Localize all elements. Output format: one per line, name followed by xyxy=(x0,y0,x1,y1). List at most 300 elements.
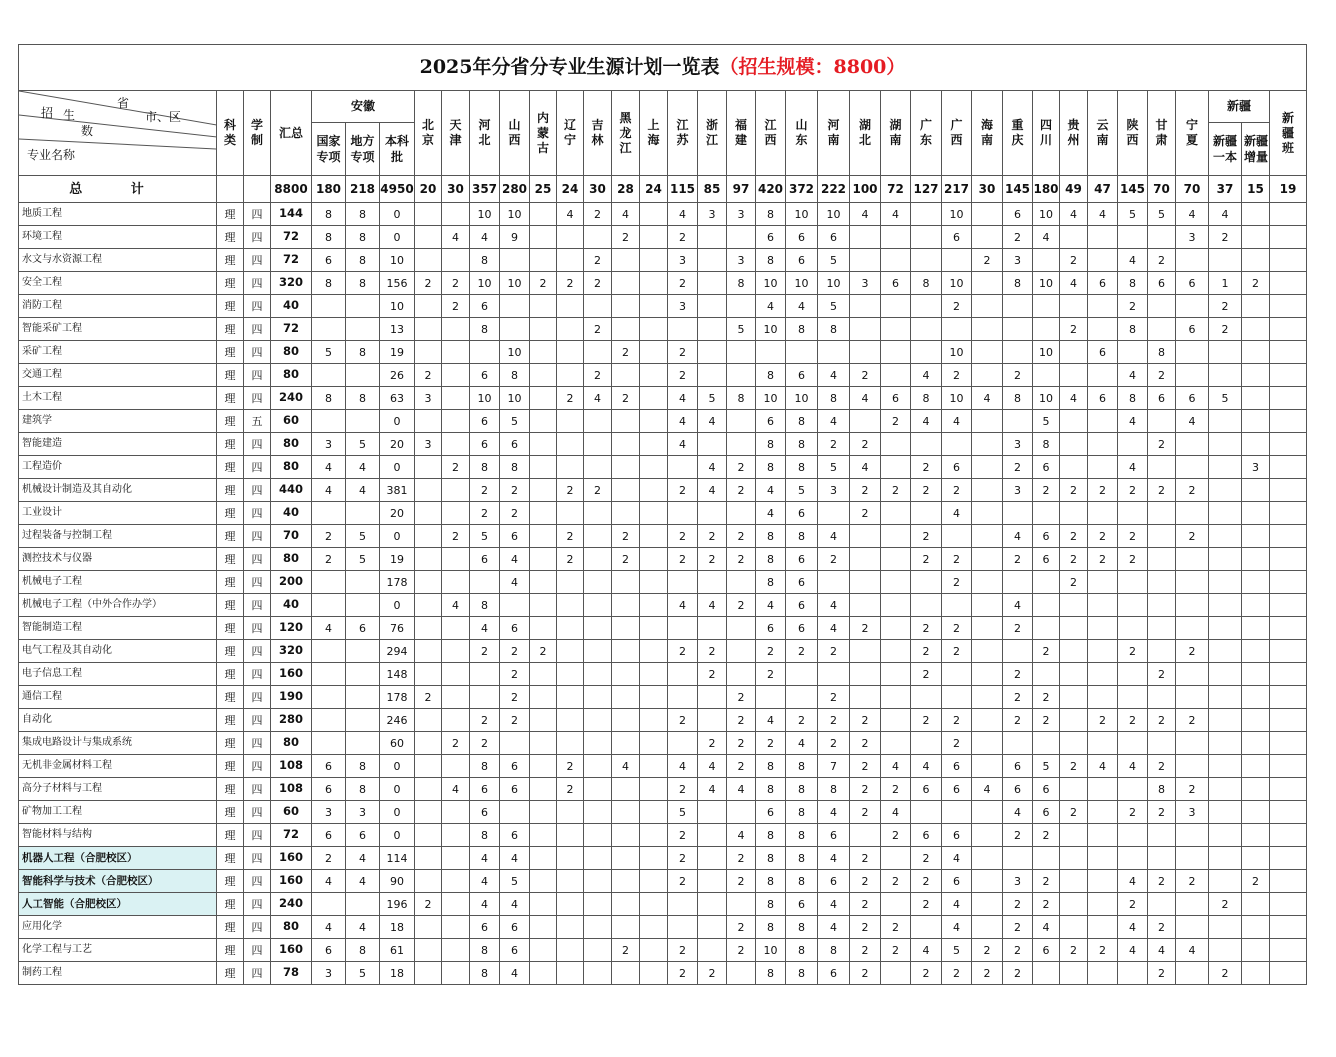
quota-cell: 2 xyxy=(1118,709,1148,732)
quota-cell: 8 xyxy=(470,318,500,341)
quota-cell xyxy=(1060,893,1088,916)
quota-cell xyxy=(415,755,442,778)
quota-cell xyxy=(584,226,612,249)
quota-cell: 10 xyxy=(786,203,818,226)
quota-cell: 6 xyxy=(942,226,972,249)
major-name: 智能建造 xyxy=(19,433,217,456)
quota-cell: 6 xyxy=(470,801,500,824)
quota-cell xyxy=(1060,433,1088,456)
major-total: 40 xyxy=(271,594,312,617)
quota-cell: 4 xyxy=(442,226,470,249)
quota-cell xyxy=(1060,502,1088,525)
diag-shu: 数 xyxy=(81,124,94,138)
quota-cell xyxy=(557,824,584,847)
quota-cell xyxy=(415,295,442,318)
quota-cell xyxy=(786,663,818,686)
quota-cell: 5 xyxy=(346,525,380,548)
quota-cell xyxy=(1118,778,1148,801)
quota-cell: 5 xyxy=(500,870,530,893)
quota-cell xyxy=(942,594,972,617)
major-duration: 四 xyxy=(244,364,271,387)
quota-cell xyxy=(911,295,942,318)
quota-cell: 2 xyxy=(942,732,972,755)
header-province: 天津 xyxy=(442,91,470,176)
quota-cell: 2 xyxy=(881,479,911,502)
major-total: 160 xyxy=(271,939,312,962)
quota-cell: 3 xyxy=(312,801,346,824)
header-province: 浙江 xyxy=(698,91,727,176)
header-province: 黑龙江 xyxy=(612,91,640,176)
quota-cell xyxy=(1060,594,1088,617)
quota-cell: 6 xyxy=(881,387,911,410)
quota-cell: 4 xyxy=(818,364,850,387)
table-row xyxy=(19,778,1307,801)
quota-cell: 6 xyxy=(1176,272,1209,295)
header-province: 湖南 xyxy=(881,91,911,176)
quota-cell xyxy=(415,594,442,617)
quota-cell xyxy=(584,594,612,617)
quota-cell xyxy=(850,571,881,594)
header-province: 河北 xyxy=(470,91,500,176)
quota-cell xyxy=(1088,318,1118,341)
quota-cell xyxy=(1242,663,1270,686)
quota-cell: 6 xyxy=(786,893,818,916)
diag-province: 省 xyxy=(117,96,130,110)
quota-cell: 10 xyxy=(942,272,972,295)
quota-cell xyxy=(972,847,1003,870)
quota-cell xyxy=(942,663,972,686)
quota-cell xyxy=(442,847,470,870)
quota-cell xyxy=(1242,778,1270,801)
major-duration: 四 xyxy=(244,479,271,502)
quota-cell xyxy=(584,847,612,870)
quota-cell xyxy=(698,502,727,525)
quota-cell: 8 xyxy=(346,778,380,801)
major-name: 自动化 xyxy=(19,709,217,732)
quota-cell: 6 xyxy=(818,870,850,893)
major-duration: 五 xyxy=(244,410,271,433)
quota-cell xyxy=(881,686,911,709)
major-duration: 四 xyxy=(244,824,271,847)
quota-cell xyxy=(530,203,557,226)
table-row xyxy=(19,939,1307,962)
quota-cell: 6 xyxy=(942,870,972,893)
quota-cell: 8 xyxy=(786,433,818,456)
quota-cell: 3 xyxy=(668,249,698,272)
quota-cell: 4 xyxy=(786,732,818,755)
quota-cell xyxy=(850,295,881,318)
quota-cell: 6 xyxy=(470,778,500,801)
quota-cell: 3 xyxy=(1003,479,1033,502)
quota-cell xyxy=(881,709,911,732)
major-name: 交通工程 xyxy=(19,364,217,387)
quota-cell: 2 xyxy=(756,663,786,686)
quota-cell xyxy=(557,502,584,525)
quota-cell xyxy=(530,364,557,387)
quota-cell: 4 xyxy=(698,755,727,778)
quota-cell xyxy=(1242,640,1270,663)
major-duration: 四 xyxy=(244,916,271,939)
quota-cell: 5 xyxy=(346,548,380,571)
quota-cell xyxy=(1242,502,1270,525)
quota-cell: 2 xyxy=(470,479,500,502)
quota-cell xyxy=(1242,686,1270,709)
quota-cell xyxy=(1088,916,1118,939)
quota-cell: 3 xyxy=(727,249,756,272)
quota-cell: 2 xyxy=(911,870,942,893)
quota-cell xyxy=(1270,732,1307,755)
quota-cell xyxy=(612,732,640,755)
quota-cell: 2 xyxy=(1033,709,1060,732)
quota-cell xyxy=(1033,364,1060,387)
quota-cell xyxy=(557,249,584,272)
major-category: 理 xyxy=(217,226,244,249)
quota-cell xyxy=(972,548,1003,571)
major-name: 智能采矿工程 xyxy=(19,318,217,341)
quota-cell xyxy=(346,686,380,709)
quota-cell xyxy=(1118,663,1148,686)
quota-cell xyxy=(1270,525,1307,548)
major-name: 矿物加工工程 xyxy=(19,801,217,824)
quota-cell: 2 xyxy=(1148,479,1176,502)
quota-cell: 2 xyxy=(698,732,727,755)
quota-cell: 6 xyxy=(500,824,530,847)
quota-cell: 2 xyxy=(442,732,470,755)
quota-cell: 6 xyxy=(470,548,500,571)
quota-cell xyxy=(346,893,380,916)
quota-cell: 2 xyxy=(500,709,530,732)
quota-cell: 8 xyxy=(786,778,818,801)
table-row xyxy=(19,525,1307,548)
quota-cell: 13 xyxy=(380,318,415,341)
table-row xyxy=(19,295,1307,318)
major-category: 理 xyxy=(217,295,244,318)
major-total: 72 xyxy=(271,824,312,847)
quota-cell xyxy=(584,870,612,893)
quota-cell: 2 xyxy=(415,364,442,387)
major-duration: 四 xyxy=(244,433,271,456)
quota-cell: 4 xyxy=(470,226,500,249)
major-duration: 四 xyxy=(244,686,271,709)
quota-cell xyxy=(557,640,584,663)
quota-cell xyxy=(850,318,881,341)
quota-cell xyxy=(612,571,640,594)
total-cell: 85 xyxy=(698,176,727,203)
quota-cell xyxy=(1176,617,1209,640)
quota-cell: 4 xyxy=(972,778,1003,801)
quota-cell xyxy=(1060,732,1088,755)
quota-cell xyxy=(972,410,1003,433)
major-total: 320 xyxy=(271,272,312,295)
major-category: 理 xyxy=(217,249,244,272)
quota-cell xyxy=(557,962,584,985)
quota-cell xyxy=(850,663,881,686)
major-category: 理 xyxy=(217,847,244,870)
quota-cell: 10 xyxy=(380,249,415,272)
major-total: 80 xyxy=(271,732,312,755)
quota-cell xyxy=(1242,364,1270,387)
quota-cell: 63 xyxy=(380,387,415,410)
table-row xyxy=(19,755,1307,778)
quota-cell xyxy=(612,617,640,640)
quota-cell xyxy=(698,709,727,732)
quota-cell: 10 xyxy=(942,341,972,364)
major-category: 理 xyxy=(217,456,244,479)
table-row xyxy=(19,824,1307,847)
quota-cell: 4 xyxy=(470,870,500,893)
quota-cell: 6 xyxy=(1148,272,1176,295)
quota-cell xyxy=(584,410,612,433)
quota-cell xyxy=(442,870,470,893)
quota-cell: 6 xyxy=(1033,525,1060,548)
quota-cell xyxy=(442,410,470,433)
quota-cell: 2 xyxy=(668,364,698,387)
quota-cell: 2 xyxy=(727,686,756,709)
quota-cell xyxy=(1270,663,1307,686)
quota-cell xyxy=(850,410,881,433)
quota-cell: 2 xyxy=(668,341,698,364)
quota-cell: 0 xyxy=(380,755,415,778)
quota-cell xyxy=(881,433,911,456)
quota-cell: 6 xyxy=(1176,318,1209,341)
quota-cell xyxy=(415,847,442,870)
table-row xyxy=(19,916,1307,939)
quota-cell: 8 xyxy=(346,755,380,778)
major-duration: 四 xyxy=(244,755,271,778)
quota-cell: 4 xyxy=(942,410,972,433)
table-row xyxy=(19,640,1307,663)
quota-cell xyxy=(612,456,640,479)
quota-cell xyxy=(640,617,668,640)
quota-cell: 2 xyxy=(1003,226,1033,249)
quota-cell: 5 xyxy=(818,295,850,318)
quota-cell xyxy=(727,801,756,824)
quota-cell xyxy=(1176,755,1209,778)
quota-cell xyxy=(470,663,500,686)
major-total: 280 xyxy=(271,709,312,732)
quota-cell xyxy=(612,272,640,295)
quota-cell: 3 xyxy=(1242,456,1270,479)
quota-cell xyxy=(415,824,442,847)
quota-cell xyxy=(1209,433,1242,456)
quota-cell xyxy=(530,755,557,778)
quota-cell: 8 xyxy=(727,387,756,410)
quota-cell: 6 xyxy=(786,548,818,571)
quota-cell xyxy=(881,456,911,479)
quota-cell: 8 xyxy=(470,962,500,985)
quota-cell: 0 xyxy=(380,410,415,433)
plan-table xyxy=(18,44,1307,985)
quota-cell: 2 xyxy=(470,640,500,663)
quota-cell: 2 xyxy=(612,387,640,410)
quota-cell xyxy=(881,249,911,272)
quota-cell: 2 xyxy=(1148,801,1176,824)
quota-cell xyxy=(911,571,942,594)
quota-cell: 2 xyxy=(850,617,881,640)
quota-cell xyxy=(557,571,584,594)
quota-cell: 6 xyxy=(786,594,818,617)
major-category: 理 xyxy=(217,686,244,709)
quota-cell: 2 xyxy=(850,870,881,893)
quota-cell xyxy=(1003,318,1033,341)
quota-cell xyxy=(881,318,911,341)
major-duration: 四 xyxy=(244,295,271,318)
quota-cell xyxy=(881,502,911,525)
major-total: 40 xyxy=(271,295,312,318)
major-name: 机器人工程（合肥校区） xyxy=(19,847,217,870)
total-cell: 37 xyxy=(1209,176,1242,203)
quota-cell: 2 xyxy=(850,709,881,732)
quota-cell xyxy=(640,548,668,571)
quota-cell: 4 xyxy=(668,410,698,433)
quota-cell xyxy=(612,663,640,686)
quota-cell xyxy=(1242,916,1270,939)
major-category: 理 xyxy=(217,203,244,226)
major-total: 80 xyxy=(271,456,312,479)
quota-cell: 2 xyxy=(312,847,346,870)
table-row xyxy=(19,364,1307,387)
quota-cell: 20 xyxy=(380,433,415,456)
quota-cell: 6 xyxy=(470,916,500,939)
quota-cell xyxy=(972,916,1003,939)
total-label: 总 计 xyxy=(19,176,217,203)
quota-cell xyxy=(1176,295,1209,318)
quota-cell xyxy=(1003,571,1033,594)
quota-cell: 4 xyxy=(1118,410,1148,433)
table-row xyxy=(19,387,1307,410)
quota-cell xyxy=(911,318,942,341)
quota-cell xyxy=(850,594,881,617)
quota-cell xyxy=(640,962,668,985)
quota-cell xyxy=(415,318,442,341)
table-row xyxy=(19,548,1307,571)
quota-cell: 90 xyxy=(380,870,415,893)
quota-cell: 2 xyxy=(442,525,470,548)
quota-cell: 2 xyxy=(1088,548,1118,571)
major-category: 理 xyxy=(217,272,244,295)
quota-cell xyxy=(818,571,850,594)
table-row xyxy=(19,226,1307,249)
quota-cell xyxy=(942,525,972,548)
total-cell: 145 xyxy=(1003,176,1033,203)
table-row xyxy=(19,502,1307,525)
quota-cell: 8 xyxy=(756,893,786,916)
major-duration: 四 xyxy=(244,341,271,364)
quota-cell: 2 xyxy=(727,939,756,962)
quota-cell xyxy=(1270,364,1307,387)
quota-cell xyxy=(442,893,470,916)
quota-cell: 6 xyxy=(312,939,346,962)
quota-cell: 8 xyxy=(346,203,380,226)
quota-cell xyxy=(584,295,612,318)
quota-cell: 196 xyxy=(380,893,415,916)
quota-cell: 2 xyxy=(1176,709,1209,732)
quota-cell xyxy=(1209,709,1242,732)
quota-cell: 3 xyxy=(312,962,346,985)
quota-cell xyxy=(1270,249,1307,272)
quota-cell: 4 xyxy=(818,801,850,824)
quota-cell xyxy=(530,594,557,617)
major-duration: 四 xyxy=(244,571,271,594)
quota-cell xyxy=(442,479,470,502)
quota-cell xyxy=(1270,640,1307,663)
header-diagonal-cell xyxy=(19,91,217,176)
quota-cell: 2 xyxy=(911,456,942,479)
quota-cell xyxy=(612,249,640,272)
quota-cell xyxy=(530,686,557,709)
quota-cell: 2 xyxy=(442,295,470,318)
quota-cell xyxy=(500,732,530,755)
major-name: 应用化学 xyxy=(19,916,217,939)
quota-cell: 4 xyxy=(850,387,881,410)
quota-cell xyxy=(1060,226,1088,249)
quota-cell xyxy=(972,318,1003,341)
quota-cell xyxy=(415,640,442,663)
quota-cell xyxy=(612,686,640,709)
quota-cell xyxy=(1148,594,1176,617)
quota-cell xyxy=(346,364,380,387)
quota-cell: 8 xyxy=(786,801,818,824)
quota-cell: 2 xyxy=(415,686,442,709)
quota-cell xyxy=(1118,962,1148,985)
table-row xyxy=(19,732,1307,755)
quota-cell xyxy=(1148,640,1176,663)
quota-cell xyxy=(1033,962,1060,985)
quota-cell xyxy=(1176,663,1209,686)
quota-cell: 2 xyxy=(1209,318,1242,341)
quota-cell xyxy=(1209,916,1242,939)
quota-cell: 2 xyxy=(1003,456,1033,479)
quota-cell: 6 xyxy=(1033,548,1060,571)
quota-cell xyxy=(500,801,530,824)
total-cell: 24 xyxy=(640,176,668,203)
quota-cell xyxy=(698,893,727,916)
total-cell: 15 xyxy=(1242,176,1270,203)
quota-cell xyxy=(1176,571,1209,594)
quota-cell xyxy=(850,686,881,709)
quota-cell: 4 xyxy=(850,456,881,479)
quota-cell xyxy=(442,663,470,686)
diag-sheng: 生 xyxy=(63,108,76,122)
quota-cell: 8 xyxy=(1118,318,1148,341)
quota-cell: 6 xyxy=(1088,387,1118,410)
quota-cell: 4 xyxy=(942,916,972,939)
quota-cell: 2 xyxy=(1060,939,1088,962)
quota-cell xyxy=(470,571,500,594)
quota-cell xyxy=(415,479,442,502)
major-category: 理 xyxy=(217,387,244,410)
major-total: 240 xyxy=(271,387,312,410)
quota-cell xyxy=(786,341,818,364)
major-name: 机械设计制造及其自动化 xyxy=(19,479,217,502)
quota-cell: 5 xyxy=(500,410,530,433)
quota-cell xyxy=(850,341,881,364)
quota-cell xyxy=(972,502,1003,525)
quota-cell: 4 xyxy=(470,893,500,916)
quota-cell: 6 xyxy=(1033,778,1060,801)
quota-cell: 4 xyxy=(584,387,612,410)
total-row xyxy=(19,176,1307,203)
quota-cell: 4 xyxy=(818,893,850,916)
quota-cell xyxy=(1088,571,1118,594)
total-cell: 72 xyxy=(881,176,911,203)
quota-cell xyxy=(584,433,612,456)
table-title xyxy=(19,45,1307,91)
quota-cell xyxy=(1270,847,1307,870)
quota-cell xyxy=(530,916,557,939)
quota-cell: 3 xyxy=(1176,801,1209,824)
quota-cell xyxy=(640,295,668,318)
